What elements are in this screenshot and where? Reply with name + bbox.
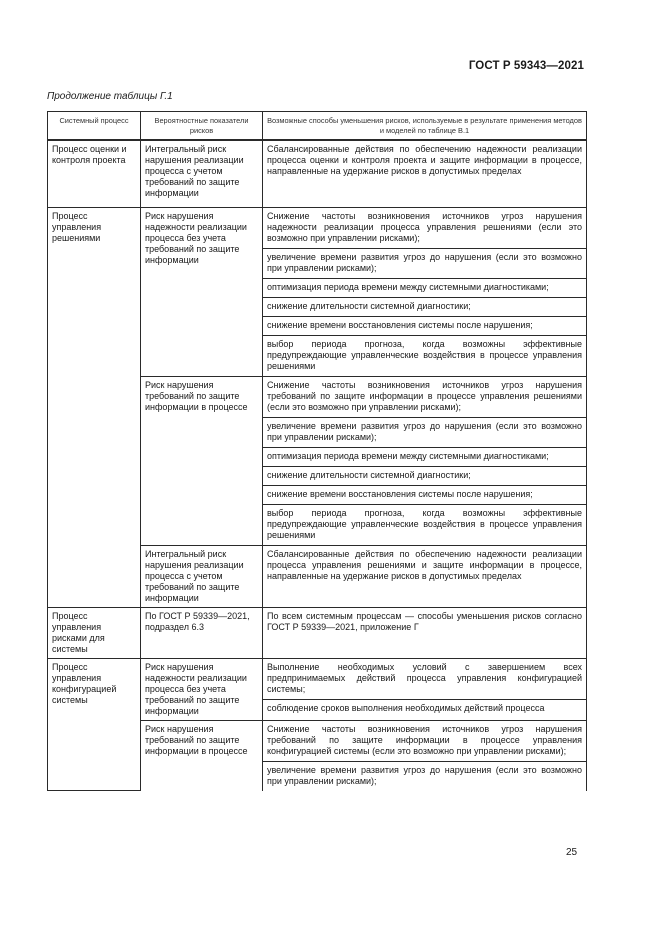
indicator-cell: Риск нарушения требований по защите информации в процессе — [141, 720, 263, 791]
column-header-process: Системный процесс — [48, 112, 141, 141]
ways-item: Выполнение необходимых условий с завершением всех предпринимаемых действий процесса управления конфигурацией системы; — [267, 661, 582, 694]
ways-cell — [263, 207, 587, 376]
process-cell: Процесс управления решениями — [48, 207, 141, 607]
indicator-cell: Интегральный риск нарушения реализации процесса с учетом требований по защите информации — [141, 545, 263, 607]
ways-item: Сбалансированные действия по обеспечению надежности реализации процесса оценки и контроля проекта и защите информации в процессе, направленные на удержание рисков в допустимых пределах — [267, 144, 582, 176]
ways-cell — [263, 140, 587, 207]
ways-item: увеличение времени развития угроз до нарушения (если это возможно при управлении рисками); — [263, 761, 586, 791]
ways-item: снижение времени восстановления системы после нарушения; — [263, 485, 586, 504]
indicator-cell: Риск нарушения требований по защите информации в процессе — [141, 376, 263, 545]
ways-cell — [263, 607, 587, 658]
ways-item: Снижение частоты возникновения источников угроз нарушения требований по защите информации в процессе управления конфигурацией системы (если это возможно при управлении рисками); — [267, 723, 582, 756]
process-cell: Процесс оценки и контроля проекта — [48, 140, 141, 207]
ways-item: оптимизация периода времени между системными диагностиками; — [263, 447, 586, 466]
ways-item: снижение времени восстановления системы после нарушения; — [263, 316, 586, 335]
table-row — [48, 207, 587, 376]
ways-item: Сбалансированные действия по обеспечению надежности реализации процесса управления решениями и защите информации в процессе, направленные на удержание рисков в допустимых пределах — [267, 548, 582, 581]
indicator-cell: Интегральный риск нарушения реализации процесса с учетом требований по защите информации — [141, 140, 263, 207]
table-header-row — [48, 112, 587, 141]
indicator-cell: Риск нарушения надежности реализации процесса без учета требований по защите информации — [141, 207, 263, 376]
process-cell: Процесс управления рисками для системы — [48, 607, 141, 658]
page-number: 25 — [566, 847, 578, 858]
column-header-ways: Возможные способы уменьшения рисков, используемые в результате применения методов и моделей по таблице В.1 — [263, 112, 587, 141]
ways-item: снижение длительности системной диагностики; — [263, 466, 586, 485]
indicator-cell: По ГОСТ Р 59339—2021, подраздел 6.3 — [141, 607, 263, 658]
table-row — [48, 658, 587, 720]
table-row — [48, 607, 587, 658]
ways-item: Снижение частоты возникновения источников угроз нарушения требований по защите информации в процессе управления решениями (если это возможно при управлении рисками); — [267, 379, 582, 412]
ways-cell — [263, 720, 587, 791]
ways-item: оптимизация периода времени между системными диагностиками; — [263, 278, 586, 297]
document-code: ГОСТ Р 59343—2021 — [468, 60, 584, 72]
process-cell: Процесс управления конфигурацией системы — [48, 658, 141, 791]
ways-item: увеличение времени развития угроз до нарушения (если это возможно при управлении рисками); — [263, 417, 586, 447]
column-header-indicator: Вероятностные показатели рисков — [141, 112, 263, 141]
ways-item: соблюдение сроков выполнения необходимых действий процесса — [263, 699, 586, 718]
ways-item: выбор периода прогноза, когда возможны эффективные предупреждающие управленческие воздействия в процессе управления решениями — [263, 335, 586, 376]
risk-reduction-table — [47, 111, 587, 791]
indicator-cell: Риск нарушения надежности реализации процесса без учета требований по защите информации — [141, 658, 263, 720]
ways-cell — [263, 376, 587, 545]
ways-item: снижение длительности системной диагностики; — [263, 297, 586, 316]
ways-item: По всем системным процессам — способы уменьшения рисков согласно ГОСТ Р 59339—2021, приложение Г — [267, 610, 582, 632]
ways-cell — [263, 658, 587, 720]
table-row — [48, 140, 587, 207]
ways-item: Снижение частоты возникновения источников угроз нарушения надежности реализации процесса управления решениями (если это возможно при управлении рисками); — [267, 210, 582, 243]
table-caption: Продолжение таблицы Г.1 — [47, 91, 173, 102]
ways-item: выбор периода прогноза, когда возможны эффективные предупреждающие управленческие воздействия в процессе управления решениями — [263, 504, 586, 545]
ways-item: увеличение времени развития угроз до нарушения (если это возможно при управлении рисками); — [263, 248, 586, 278]
ways-cell — [263, 545, 587, 607]
